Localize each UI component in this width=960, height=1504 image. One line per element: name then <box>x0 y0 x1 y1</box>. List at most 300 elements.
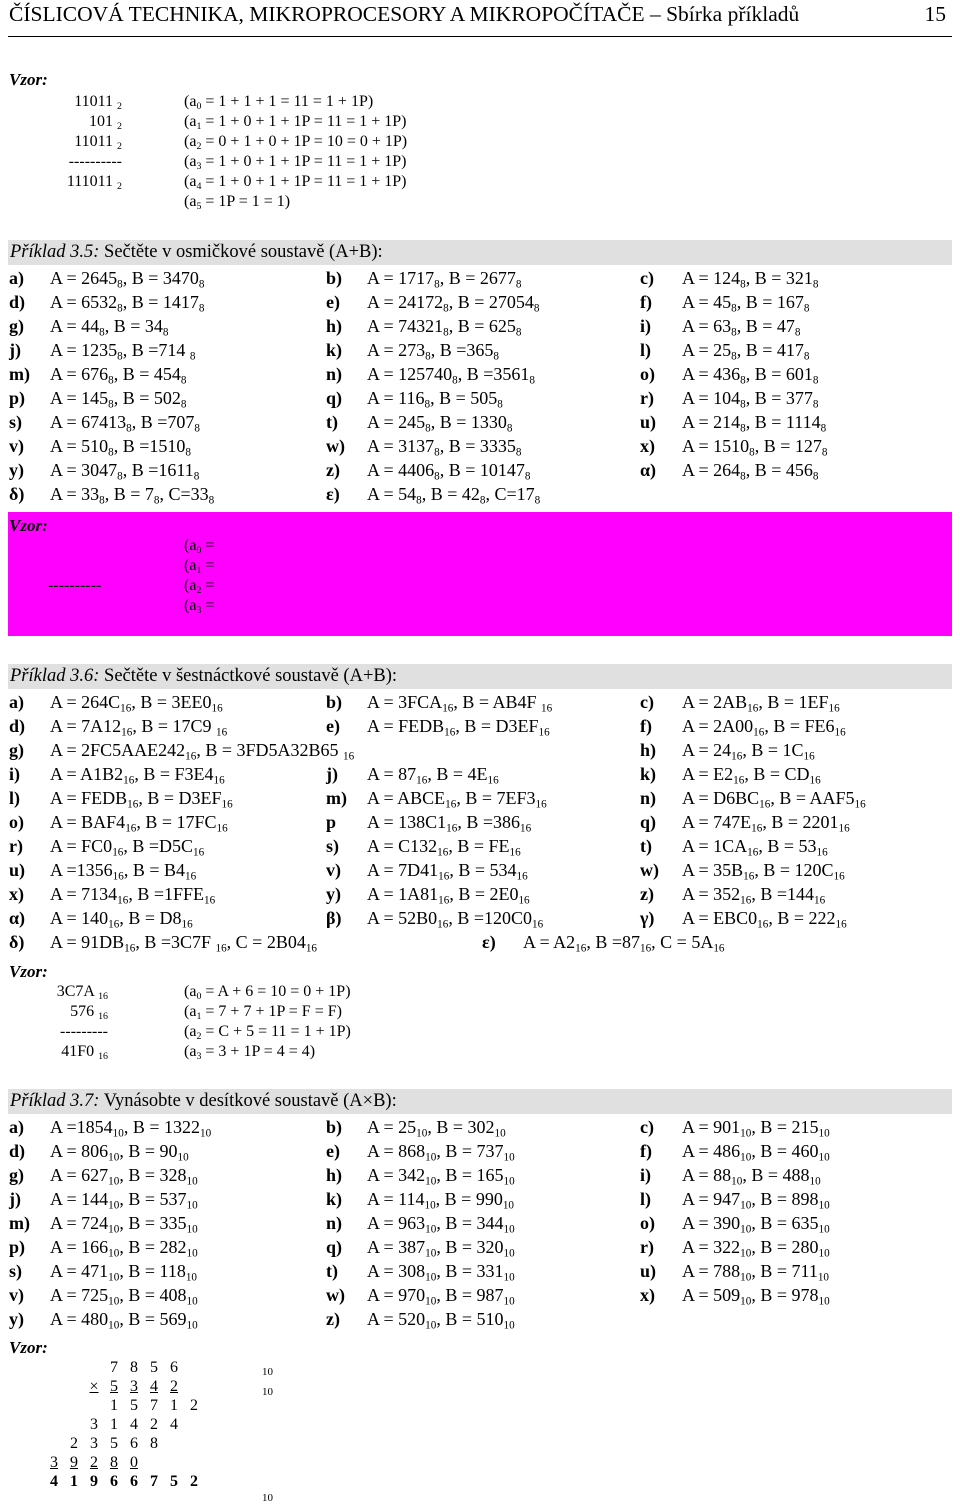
task-expression: $A = 116_8$, $B = 505_8$ <box>367 388 503 411</box>
multiplication-row <box>44 1472 204 1491</box>
task-expression: $A = C132_{16}$, $B = FE_{16}$ <box>367 836 521 859</box>
digit-cell: 7 <box>110 1358 118 1376</box>
task-expression: $A = 264_8$, $B = 456_8$ <box>682 460 819 483</box>
task-row <box>0 268 960 292</box>
task-letter: d) <box>9 1141 26 1161</box>
digit-cell: 9 <box>90 1472 98 1490</box>
task-letter: i) <box>9 764 20 784</box>
task-expression: $A =1854_{10}$, $B = 1322_{10}$ <box>50 1117 212 1140</box>
digit-cell: 5 <box>110 1377 118 1395</box>
task-expression: $A = ABCE_{16}$, $B = 7EF3_{16}$ <box>367 788 547 811</box>
task-letter: m) <box>9 364 30 384</box>
task-letter: y) <box>9 460 24 480</box>
vzor-dashes: ---------- <box>48 577 102 594</box>
task-expression: $A = 54_8$, $B = 42_8$, $C=17_8$ <box>367 484 541 507</box>
multiplication-row <box>44 1358 204 1377</box>
task-letter: δ) <box>9 484 25 504</box>
task-letter: o) <box>640 364 655 384</box>
task-letter: b) <box>326 268 343 288</box>
task-expression: $A = 35B_{16}$, $B = 120C_{16}$ <box>682 860 845 883</box>
task-expression: $A = 52B0_{16}$, $B =120C0_{16}$ <box>367 908 544 931</box>
task-expression: $A = 2FC5AAE242_{16}$, B = 3FD5A32B65 $_{16}$ <box>50 740 355 763</box>
task-letter: f) <box>640 292 652 312</box>
digit-cell: 1 <box>110 1396 118 1414</box>
digit-cell <box>64 1415 84 1434</box>
task-letter: j) <box>9 340 21 360</box>
task-letter: w) <box>326 436 345 456</box>
task-letter: u) <box>640 1261 657 1281</box>
task-expression: $A = 33_8$, $B = 7_8$, $C=33_8$ <box>50 484 215 507</box>
base-subscript: 10 <box>262 1366 273 1378</box>
example-label: Příklad 3.5: <box>10 242 100 262</box>
task-expression: $A =1356_{16}$, $B = B4_{16}$ <box>50 860 197 883</box>
task-letter: s) <box>9 412 22 432</box>
digit-cell <box>144 1453 164 1472</box>
task-expression: $A = 125740_8$, $B =3561_8$ <box>367 364 535 387</box>
task-letter: s) <box>9 1261 22 1281</box>
task-expression: $A = 264C_{16}$, $B = 3EE0_{16}$ <box>50 692 223 715</box>
task-expression: $A = 387_{10}$, $B = 320_{10}$ <box>367 1237 515 1260</box>
task-expression: $A = 1717_8$, $B = 2677_8$ <box>367 268 522 291</box>
digit-cell: 6 <box>110 1472 118 1490</box>
task-row <box>0 1237 960 1261</box>
digit-cell: 8 <box>110 1453 118 1471</box>
task-letter: β) <box>326 908 342 928</box>
task-expression: $A = 970_{10}$, $B = 987_{10}$ <box>367 1285 515 1308</box>
task-expression: $A = 471_{10}$, $B = 118_{10}$ <box>50 1261 197 1284</box>
task-letter: k) <box>326 1189 343 1209</box>
task-expression: $A = 25_{10}$, $B = 302_{10}$ <box>367 1117 506 1140</box>
vzor-line: ($a_3$ = <box>184 597 215 617</box>
digit-cell: 3 <box>50 1453 58 1471</box>
task-row <box>0 716 960 740</box>
task-expression: $A = 6532_8$, $B = 1417_8$ <box>50 292 205 315</box>
task-expression: $A = 7D41_{16}$, $B = 534_{16}$ <box>367 860 528 883</box>
task-expression: $A = 67413_8$, $B =707_8$ <box>50 412 200 435</box>
task-row <box>0 1189 960 1213</box>
task-expression: $A = 390_{10}$, $B = 635_{10}$ <box>682 1213 830 1236</box>
header-title: ČÍSLICOVÁ TECHNIKA, MIKROPROCESORY A MIKROPOČÍTAČE – Sbírka příkladů <box>9 2 800 26</box>
task-expression: $A = 806_{10}$, $B = 90_{10}$ <box>50 1141 189 1164</box>
vzor-line: $(a_1 = 1 + 0 + 1 + 1P = 11 = 1 + 1P)$ <box>184 113 407 133</box>
task-expression: $A = 3137_8$, $B = 3335_8$ <box>367 436 522 459</box>
task-letter: u) <box>9 860 26 880</box>
digit-cell <box>44 1415 64 1434</box>
digit-cell <box>184 1415 204 1434</box>
task-expression: $A = 436_8$, $B = 601_8$ <box>682 364 819 387</box>
task-row <box>0 692 960 716</box>
task-letter: x) <box>640 436 655 456</box>
digit-cell: 3 <box>90 1415 98 1433</box>
multiplication-row <box>44 1415 204 1434</box>
task-row <box>0 292 960 316</box>
task-expression: $A = 124_8$, $B = 321_8$ <box>682 268 819 291</box>
task-row <box>0 932 960 956</box>
task-expression: $A = 901_{10}$, $B = 215_{10}$ <box>682 1117 830 1140</box>
task-letter: a) <box>9 1117 24 1137</box>
task-letter: w) <box>326 1285 345 1305</box>
digit-cell <box>184 1358 204 1377</box>
task-letter: u) <box>640 412 657 432</box>
task-letter: w) <box>640 860 659 880</box>
task-expression: $A = 63_8$, $B = 47_8$ <box>682 316 801 339</box>
vzor-line: $(a_4 = 1 + 0 + 1 + 1P = 11 = 1 + 1P)$ <box>184 173 407 193</box>
task-expression: $A = 520_{10}$, $B = 510_{10}$ <box>367 1309 515 1332</box>
task-letter: q) <box>326 388 343 408</box>
vzor-line: 576 $_{16}$ <box>70 1003 108 1023</box>
task-expression: $A = 747E_{16}$, $B = 2201_{16}$ <box>682 812 850 835</box>
digit-cell: 7 <box>150 1472 158 1490</box>
task-letter: α) <box>9 908 26 928</box>
task-expression: $A = 1235_8$, B =714 $_8$ <box>50 340 196 363</box>
task-row <box>0 884 960 908</box>
multiplication-table <box>44 1358 204 1491</box>
task-letter: e) <box>326 716 340 736</box>
task-expression: $A = 245_8$, $B = 1330_8$ <box>367 412 513 435</box>
task-expression: $A = 2645_8$, $B = 3470_8$ <box>50 268 205 291</box>
task-letter: o) <box>640 1213 655 1233</box>
task-row <box>0 860 960 884</box>
task-letter: m) <box>9 1213 30 1233</box>
task-expression: $A = 322_{10}$, $B = 280_{10}$ <box>682 1237 830 1260</box>
vzor-label: Vzor: <box>9 962 48 981</box>
task-row <box>0 388 960 412</box>
task-letter: k) <box>640 764 657 784</box>
task-letter: t) <box>326 412 338 432</box>
task-expression: $A = 1CA_{16}$, $B = 53_{16}$ <box>682 836 828 859</box>
task-letter: n) <box>640 788 657 808</box>
digit-cell <box>44 1377 64 1396</box>
task-letter: x) <box>9 884 24 904</box>
task-letter: q) <box>640 812 657 832</box>
task-letter: p) <box>9 388 26 408</box>
task-expression: $A = 3047_8$, $B =1611_8$ <box>50 460 200 483</box>
multiplication-row <box>44 1396 204 1415</box>
task-letter: p <box>326 812 337 832</box>
digit-cell <box>64 1377 84 1396</box>
task-letter: g) <box>9 1165 24 1185</box>
task-expression: $A = FEDB_{16}$, $B = D3EF_{16}$ <box>50 788 233 811</box>
digit-cell: 4 <box>50 1472 58 1490</box>
task-expression: $A = 1510_8$, $B = 127_8$ <box>682 436 828 459</box>
task-expression: $A = 45_8$, $B = 167_8$ <box>682 292 810 315</box>
task-expression: $A = 3FCA_{16}$, B = AB4F $_{16}$ <box>367 692 553 715</box>
digit-cell: 2 <box>170 1377 178 1395</box>
digit-cell <box>44 1434 64 1453</box>
digit-cell <box>84 1358 104 1377</box>
digit-cell: 6 <box>130 1472 138 1490</box>
task-expression: $A = 509_{10}$, $B = 978_{10}$ <box>682 1285 830 1308</box>
base-subscript: 10 <box>262 1386 273 1398</box>
task-letter: x) <box>640 1285 655 1305</box>
task-expression: $A = 480_{10}$, $B = 569_{10}$ <box>50 1309 198 1332</box>
digit-cell: 2 <box>190 1472 198 1490</box>
vzor-line: 41F0 $_{16}$ <box>61 1043 108 1063</box>
task-letter: o) <box>9 812 24 832</box>
task-expression: $A = A1B2_{16}$, $B = F3E4_{16}$ <box>50 764 225 787</box>
header-rule <box>8 36 952 37</box>
task-letter: j) <box>326 764 338 784</box>
task-letter: f) <box>640 1141 652 1161</box>
vzor-line: ---------- <box>68 153 122 170</box>
vzor-line: 11011 $_2$ <box>74 93 122 113</box>
digit-cell <box>64 1358 84 1377</box>
task-row <box>0 412 960 436</box>
task-letter: g) <box>9 316 24 336</box>
task-expression: $A = 627_{10}$, $B = 328_{10}$ <box>50 1165 198 1188</box>
digit-cell: 1 <box>170 1396 178 1414</box>
task-letter: δ) <box>9 932 25 952</box>
task-letter: i) <box>640 1165 651 1185</box>
digit-cell: 5 <box>170 1472 178 1490</box>
task-expression: $A = 25_8$, $B = 417_8$ <box>682 340 810 363</box>
digit-cell <box>64 1396 84 1415</box>
vzor-line: ($a_0$ = <box>184 537 215 557</box>
task-letter: q) <box>326 1237 343 1257</box>
digit-cell: 9 <box>70 1453 78 1471</box>
task-row <box>0 908 960 932</box>
task-letter: s) <box>326 836 339 856</box>
digit-cell: 1 <box>70 1472 78 1490</box>
task-letter: v) <box>9 436 24 456</box>
task-expression: $A = A2_{16}$, $B =87_{16}$, $C = 5A_{16}$ <box>523 932 725 955</box>
task-letter: γ) <box>640 908 655 928</box>
task-expression: $A = 74321_8$, $B = 625_8$ <box>367 316 522 339</box>
task-expression: $A = 140_{16}$, $B = D8_{16}$ <box>50 908 193 931</box>
task-letter: r) <box>9 836 23 856</box>
base-subscript: 10 <box>262 1492 273 1504</box>
vzor-line: $(a_3 = 3 + 1P = 4 = 4)$ <box>184 1043 316 1063</box>
task-letter: α) <box>640 460 657 480</box>
task-letter: t) <box>640 836 652 856</box>
vzor-placeholder-highlight <box>8 512 952 636</box>
task-expression: $A = 947_{10}$, $B = 898_{10}$ <box>682 1189 830 1212</box>
task-letter: d) <box>9 292 26 312</box>
task-expression: $A = D6BC_{16}$, $B = AAF5_{16}$ <box>682 788 866 811</box>
vzor-line: ($a_2$ = <box>184 577 215 597</box>
task-row <box>0 812 960 836</box>
task-letter: y) <box>9 1309 24 1329</box>
task-expression: $A = 724_{10}$, $B = 335_{10}$ <box>50 1213 198 1236</box>
task-letter: f) <box>640 716 652 736</box>
digit-cell: 5 <box>130 1396 138 1414</box>
example-label: Příklad 3.6: <box>10 666 100 686</box>
task-letter: p) <box>9 1237 26 1257</box>
task-letter: c) <box>640 692 654 712</box>
task-letter: g) <box>9 740 24 760</box>
task-expression: $A = 145_8$, $B = 502_8$ <box>50 388 187 411</box>
task-letter: v) <box>326 860 341 880</box>
task-row <box>0 1285 960 1309</box>
digit-cell <box>164 1434 184 1453</box>
task-letter: c) <box>640 268 654 288</box>
digit-cell: 5 <box>150 1358 158 1376</box>
vzor-line: 111011 $_2$ <box>66 173 122 193</box>
digit-cell: 2 <box>70 1434 78 1452</box>
task-letter: e) <box>326 292 340 312</box>
digit-cell: 0 <box>130 1453 138 1471</box>
vzor-line: 101 $_2$ <box>89 113 122 133</box>
vzor-line: 11011 $_2$ <box>74 133 122 153</box>
task-expression: $A = 4406_8$, $B = 10147_8$ <box>367 460 531 483</box>
vzor-line: $(a_2 = C + 5 = 11 = 1 + 1P)$ <box>184 1023 351 1043</box>
task-letter: n) <box>326 1213 343 1233</box>
digit-cell: 8 <box>150 1434 158 1452</box>
vzor-label: Vzor: <box>9 70 48 89</box>
task-expression: $A = 87_{16}$, $B = 4E_{16}$ <box>367 764 499 787</box>
task-expression: $A = 88_{10}$, $B = 488_{10}$ <box>682 1165 821 1188</box>
task-expression: $A = 725_{10}$, $B = 408_{10}$ <box>50 1285 198 1308</box>
vzor-line: $(a_1 = 7 + 7 + 1P = F = F)$ <box>184 1003 342 1023</box>
task-row <box>0 1213 960 1237</box>
task-row <box>0 1309 960 1333</box>
vzor-line: --------- <box>60 1023 108 1040</box>
task-row <box>0 1117 960 1141</box>
digit-cell <box>184 1434 204 1453</box>
task-letter: r) <box>640 1237 654 1257</box>
vzor-line: $(a_5 = 1P = 1 = 1)$ <box>184 193 291 213</box>
task-letter: z) <box>640 884 654 904</box>
task-row <box>0 484 960 508</box>
example-3-7-heading <box>8 1089 952 1114</box>
task-letter: c) <box>640 1117 654 1137</box>
task-row <box>0 1141 960 1165</box>
vzor-line: $(a_2 = 0 + 1 + 0 + 1P = 10 = 0 + 1P)$ <box>184 133 408 153</box>
task-letter: z) <box>326 1309 340 1329</box>
task-letter: i) <box>640 316 651 336</box>
digit-cell <box>184 1453 204 1472</box>
task-expression: $A = 352_{16}$, $B =144_{16}$ <box>682 884 826 907</box>
task-letter: t) <box>326 1261 338 1281</box>
task-expression: $A = 114_{10}$, $B = 990_{10}$ <box>367 1189 514 1212</box>
task-letter: v) <box>9 1285 24 1305</box>
task-letter: z) <box>326 460 340 480</box>
task-expression: $A = 2A00_{16}$, $B = FE6_{16}$ <box>682 716 846 739</box>
digit-cell: 4 <box>150 1377 158 1395</box>
task-expression: $A = 510_8$, $B =1510_8$ <box>50 436 191 459</box>
multiplication-row <box>44 1377 204 1396</box>
task-letter: l) <box>9 788 20 808</box>
digit-cell: 8 <box>130 1358 138 1376</box>
task-expression: $A = 963_{10}$, $B = 344_{10}$ <box>367 1213 515 1236</box>
task-row <box>0 1165 960 1189</box>
digit-cell <box>164 1453 184 1472</box>
digit-cell: 4 <box>130 1415 138 1433</box>
task-letter: k) <box>326 340 343 360</box>
multiplication-row <box>44 1453 204 1472</box>
digit-cell: 4 <box>170 1415 178 1433</box>
example-label: Příklad 3.7: <box>10 1091 100 1111</box>
task-letter: l) <box>640 1189 651 1209</box>
digit-cell: 1 <box>110 1415 118 1433</box>
task-letter: h) <box>326 316 343 336</box>
digit-cell: 5 <box>110 1434 118 1452</box>
digit-cell: 3 <box>130 1377 138 1395</box>
task-expression: $A = 486_{10}$, $B = 460_{10}$ <box>682 1141 830 1164</box>
digit-cell: 7 <box>150 1396 158 1414</box>
task-letter: b) <box>326 692 343 712</box>
task-expression: $A = 1A81_{16}$, $B = 2E0_{16}$ <box>367 884 530 907</box>
task-letter: j) <box>9 1189 21 1209</box>
digit-cell <box>44 1396 64 1415</box>
task-row <box>0 836 960 860</box>
task-row <box>0 764 960 788</box>
task-expression: $A = 214_8$, $B = 1114_8$ <box>682 412 827 435</box>
task-expression: $A = FC0_{16}$, $B =D5C_{16}$ <box>50 836 205 859</box>
digit-cell <box>184 1377 204 1396</box>
task-expression: $A = 7A12_{16}$, B = 17C9 $_{16}$ <box>50 716 228 739</box>
task-letter: h) <box>326 1165 343 1185</box>
task-letter: a) <box>9 268 24 288</box>
task-expression: $A = 144_{10}$, $B = 537_{10}$ <box>50 1189 198 1212</box>
task-expression: $A = FEDB_{16}$, $B = D3EF_{16}$ <box>367 716 550 739</box>
task-expression: $A = 273_8$, $B =365_8$ <box>367 340 499 363</box>
vzor-label: Vzor: <box>9 1338 48 1357</box>
vzor-line: $(a_3 = 1 + 0 + 1 + 1P = 11 = 1 + 1P)$ <box>184 153 407 173</box>
task-row <box>0 1261 960 1285</box>
task-row <box>0 436 960 460</box>
task-expression: $A = EBC0_{16}$, $B = 222_{16}$ <box>682 908 847 931</box>
example-title: Vynásobte v desítkové soustavě (A×B): <box>103 1091 397 1111</box>
task-letter: ε) <box>326 484 340 504</box>
task-row <box>0 364 960 388</box>
task-letter: d) <box>9 716 26 736</box>
task-expression: $A = 2AB_{16}$, $B = 1EF_{16}$ <box>682 692 840 715</box>
task-expression: $A = 91DB_{16}$, B =3C7F $_{16}$, $C = 2B04_{16}$ <box>50 932 317 955</box>
task-letter: h) <box>640 740 657 760</box>
digit-cell: 2 <box>90 1453 98 1471</box>
task-letter: y) <box>326 884 341 904</box>
task-expression: $A = BAF4_{16}$, $B = 17FC_{16}$ <box>50 812 228 835</box>
task-expression: $A = 104_8$, $B = 377_8$ <box>682 388 819 411</box>
task-expression: $A = 788_{10}$, $B = 711_{10}$ <box>682 1261 829 1284</box>
digit-cell: 2 <box>190 1396 198 1414</box>
task-letter: l) <box>640 340 651 360</box>
example-title: Sečtěte v osmičkové soustavě (A+B): <box>104 242 383 262</box>
example-title: Sečtěte v šestnáctkové soustavě (A+B): <box>104 666 398 686</box>
multiplication-row <box>44 1434 204 1453</box>
task-expression: $A = 7134_{16}$, $B =1FFE_{16}$ <box>50 884 216 907</box>
vzor-line: $(a_0 = A + 6 = 10 = 0 + 1P)$ <box>184 983 351 1003</box>
digit-cell: 3 <box>90 1434 98 1452</box>
task-expression: $A = E2_{16}$, $B = CD_{16}$ <box>682 764 821 787</box>
task-row <box>0 460 960 484</box>
task-expression: $A = 24172_8$, $B = 27054_8$ <box>367 292 540 315</box>
task-expression: $A = 342_{10}$, $B = 165_{10}$ <box>367 1165 515 1188</box>
task-expression: $A = 676_8$, $B = 454_8$ <box>50 364 187 387</box>
digit-cell <box>84 1396 104 1415</box>
vzor-label: Vzor: <box>9 516 48 535</box>
task-letter: b) <box>326 1117 343 1137</box>
vzor-line: $(a_0 = 1 + 1 + 1 = 11 = 1 + 1P)$ <box>184 93 374 113</box>
task-expression: $A = 44_8$, $B = 34_8$ <box>50 316 169 339</box>
task-expression: $A = 166_{10}$, $B = 282_{10}$ <box>50 1237 198 1260</box>
vzor-line: 3C7A $_{16}$ <box>56 983 108 1003</box>
task-letter: m) <box>326 788 347 808</box>
task-letter: a) <box>9 692 24 712</box>
example-3-6-heading <box>8 664 952 689</box>
task-expression: $A = 24_{16}$, $B = 1C_{16}$ <box>682 740 815 763</box>
task-letter: r) <box>640 388 654 408</box>
page-number: 15 <box>924 2 946 26</box>
task-expression: $A = 868_{10}$, $B = 737_{10}$ <box>367 1141 515 1164</box>
example-3-5-heading <box>8 240 952 265</box>
task-letter: e) <box>326 1141 340 1161</box>
digit-cell: 2 <box>150 1415 158 1433</box>
task-row <box>0 788 960 812</box>
digit-cell <box>44 1358 64 1377</box>
task-letter: n) <box>326 364 343 384</box>
